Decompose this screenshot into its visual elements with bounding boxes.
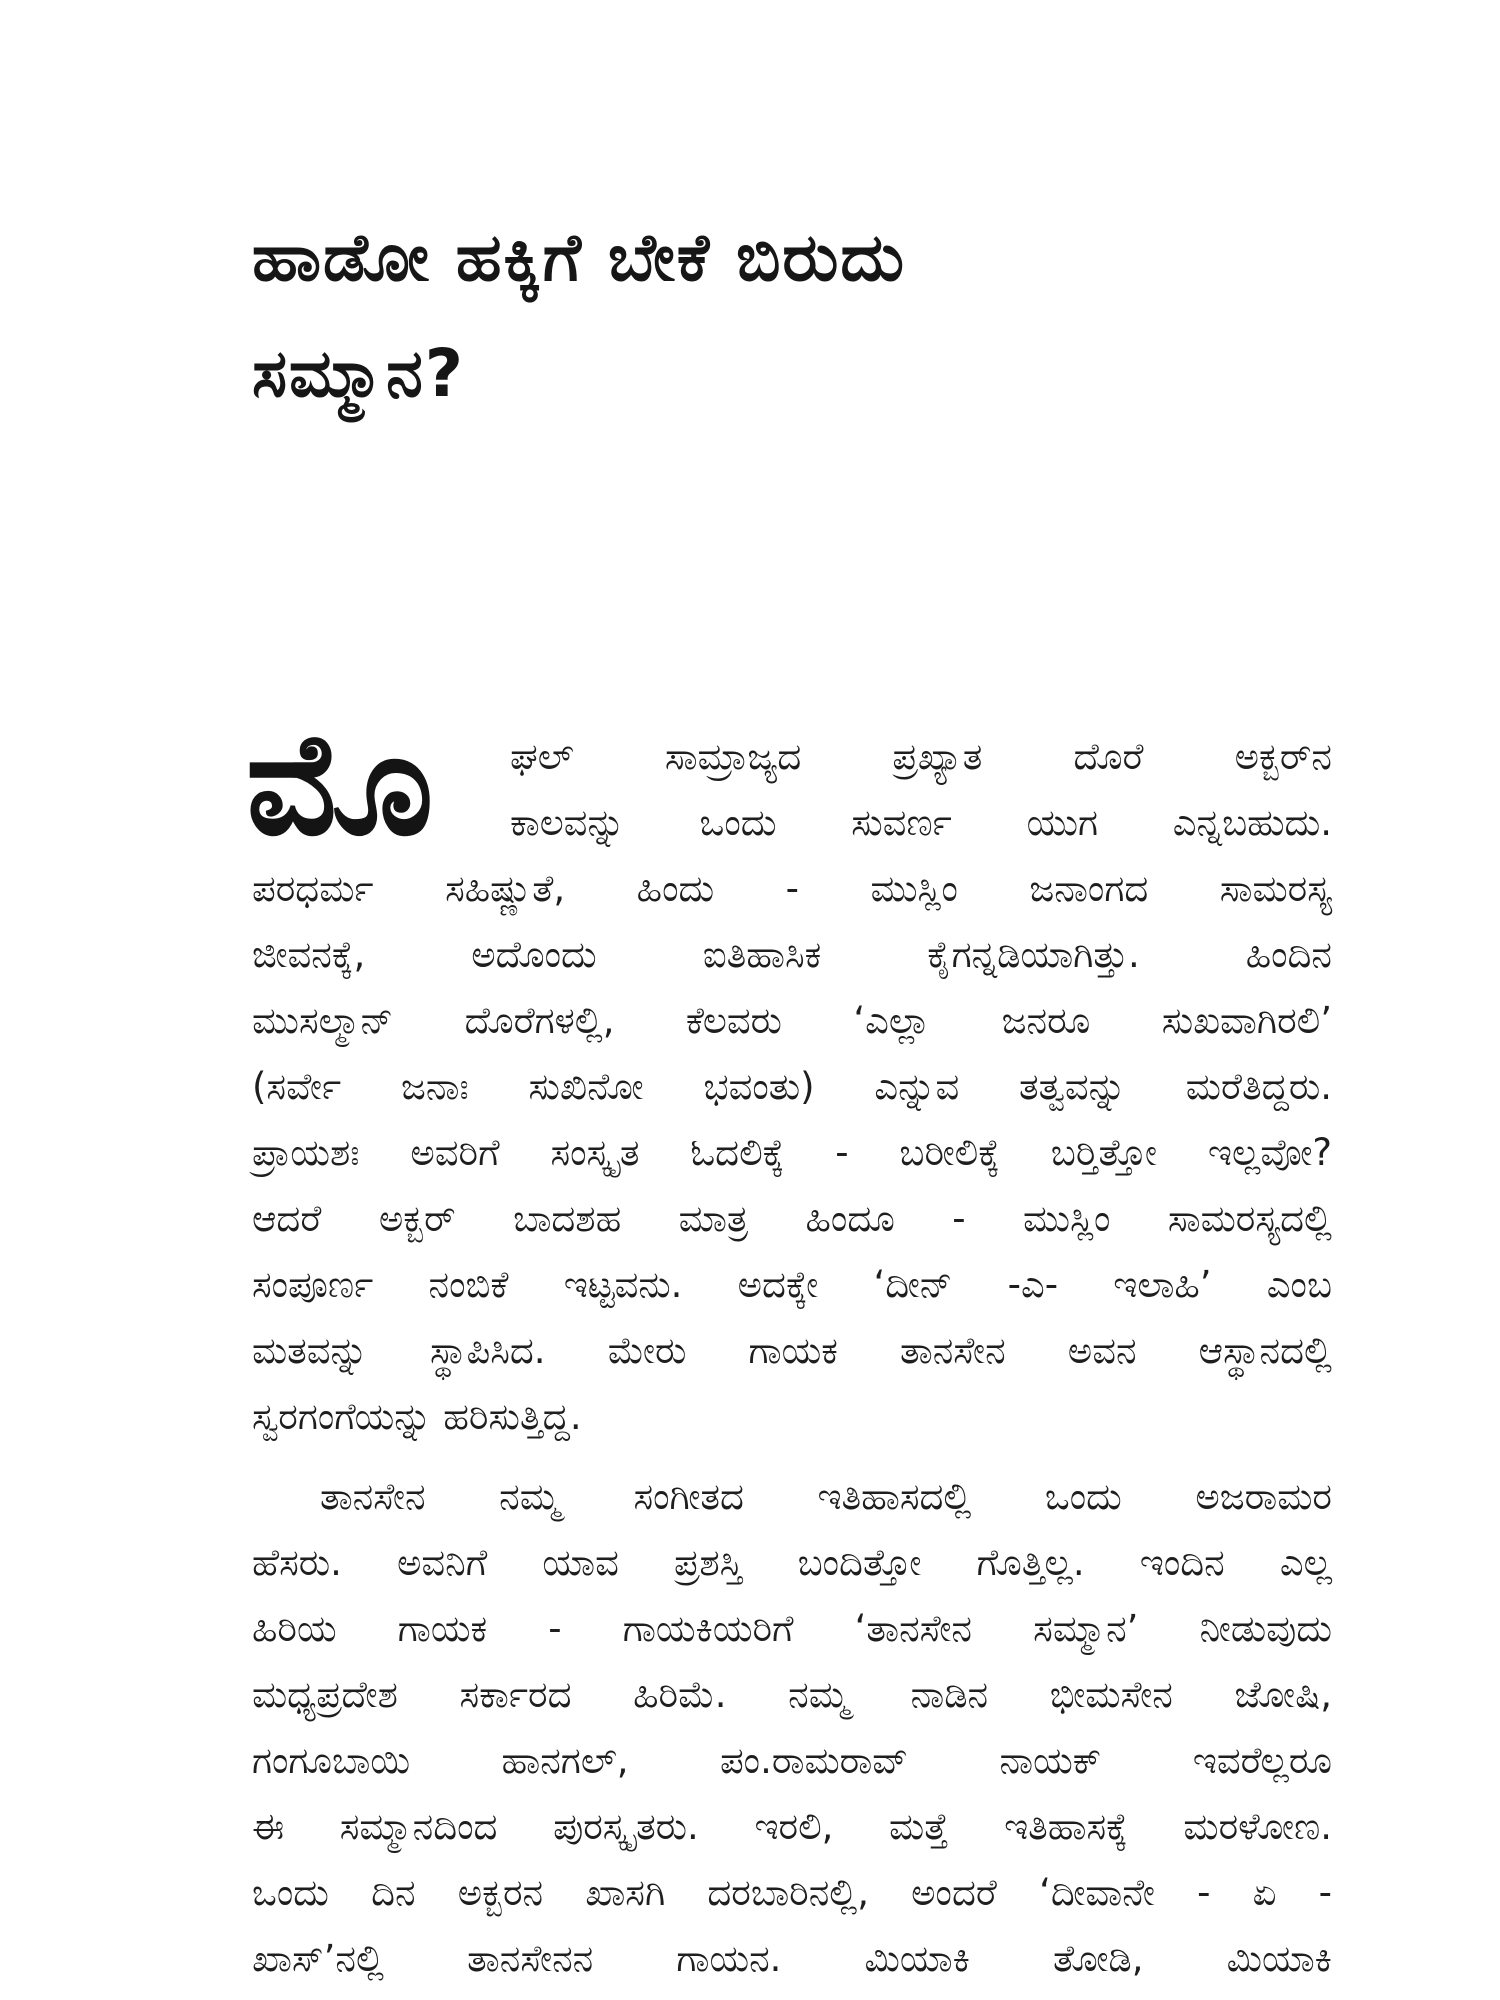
paragraph-line: ಪರಧರ್ಮ ಸಹಿಷ್ಣುತೆ, ಹಿಂದು - ಮುಸ್ಲಿಂ ಜನಾಂಗದ ಸಾಮರಸ್ಯ — [252, 867, 1332, 910]
paragraph-spacing — [252, 1450, 1332, 1464]
chapter-title — [252, 200, 1252, 432]
opening-paragraph-head — [246, 702, 1332, 867]
paragraph-line: ಪ್ರಾಯಶಃ ಅವರಿಗೆ ಸಂಸ್ಕೃತ ಓದಲಿಕ್ಕೆ - ಬರೀಲಿಕ್ಕೆ ಬರ್‍ತಿತ್ತೋ ಇಲ್ಲವೋ? — [252, 1131, 1332, 1174]
paragraph-line: ಆದರೆ ಅಕ್ಬರ್ ಬಾದಶಹ ಮಾತ್ರ ಹಿಂದೂ - ಮುಸ್ಲಿಂ ಸಾಮರಸ್ಯದಲ್ಲಿ — [252, 1197, 1332, 1240]
paragraph-line: ಮಧ್ಯಪ್ರದೇಶ ಸರ್ಕಾರದ ಹಿರಿಮೆ. ನಮ್ಮ ನಾಡಿನ ಭೀಮಸೇನ ಜೋಷಿ, — [252, 1673, 1332, 1716]
drop-cap-adjacent-lines — [510, 724, 1332, 856]
paragraph-1 — [252, 856, 1332, 1450]
paragraph-line: ಗಂಗೂಬಾಯಿ ಹಾನಗಲ್, ಪಂ.ರಾಮರಾವ್ ನಾಯಕ್ ಇವರೆಲ್ಲರೂ — [252, 1739, 1332, 1782]
paragraph-line: ಜೀವನಕ್ಕೆ, ಅದೊಂದು ಐತಿಹಾಸಿಕ ಕೈಗನ್ನಡಿಯಾಗಿತ್ತು. ಹಿಂದಿನ — [252, 933, 1332, 976]
paragraph-line: ಮುಸಲ್ಮಾನ್ ದೊರೆಗಳಲ್ಲಿ, ಕೆಲವರು ‘ಎಲ್ಲಾ ಜನರೂ ಸುಖವಾಗಿರಲಿ’ — [252, 999, 1332, 1042]
paragraph-line: ತಾನಸೇನ ನಮ್ಮ ಸಂಗೀತದ ಇತಿಹಾಸದಲ್ಲಿ ಒಂದು ಅಜರಾಮರ — [320, 1475, 1332, 1518]
paragraph-line: ಒಂದು ದಿನ ಅಕ್ಬರನ ಖಾಸಗಿ ದರಬಾರಿನಲ್ಲಿ, ಅಂದರೆ ‘ದೀವಾನೇ - ಏ - — [252, 1871, 1332, 1914]
drop-cap: ಮೊ — [246, 702, 434, 867]
paragraph-line: ಸಂಪೂರ್ಣ ನಂಬಿಕೆ ಇಟ್ಟವನು. ಅದಕ್ಕೇ ‘ದೀನ್ -ಎ- ಇಲಾಹಿ’ ಎಂಬ — [252, 1263, 1332, 1306]
paragraph-line: ಹೆಸರು. ಅವನಿಗೆ ಯಾವ ಪ್ರಶಸ್ತಿ ಬಂದಿತ್ತೋ ಗೊತ್ತಿಲ್ಲ. ಇಂದಿನ ಎಲ್ಲ — [252, 1541, 1332, 1584]
paragraph-line: ಘಲ್ ಸಾಮ್ರಾಜ್ಯದ ಪ್ರಖ್ಯಾತ ದೊರೆ ಅಕ್ಬರ್‌ನ — [510, 735, 1332, 778]
paragraph-line: ಈ ಸಮ್ಮಾನದಿಂದ ಪುರಸ್ಕೃತರು. ಇರಲಿ, ಮತ್ತೆ ಇತಿಹಾಸಕ್ಕೆ ಮರಳೋಣ. — [252, 1805, 1332, 1848]
article-body — [246, 702, 1332, 1992]
paragraph-line: ಸ್ವರಗಂಗೆಯನ್ನು ಹರಿಸುತ್ತಿದ್ದ. — [252, 1395, 582, 1438]
paragraph-line: ಕಾಲವನ್ನು ಒಂದು ಸುವರ್ಣ ಯುಗ ಎನ್ನಬಹುದು. — [510, 801, 1332, 844]
chapter-title-line-2: ಸಮ್ಮಾನ? — [252, 335, 466, 412]
paragraph-2 — [252, 1464, 1332, 1992]
paragraph-line: ಖಾಸ್’ನಲ್ಲಿ ತಾನಸೇನನ ಗಾಯನ. ಮಿಯಾಕಿ ತೋಡಿ, ಮಿಯಾಕಿ — [252, 1937, 1332, 1980]
paragraph-line: ಮತವನ್ನು ಸ್ಥಾಪಿಸಿದ. ಮೇರು ಗಾಯಕ ತಾನಸೇನ ಅವನ ಆಸ್ಥಾನದಲ್ಲಿ — [252, 1329, 1332, 1372]
paragraph-line: ಹಿರಿಯ ಗಾಯಕ - ಗಾಯಕಿಯರಿಗೆ ‘ತಾನಸೇನ ಸಮ್ಮಾನ’ ನೀಡುವುದು — [252, 1607, 1332, 1650]
paragraph-line: (ಸರ್ವೇ ಜನಾಃ ಸುಖಿನೋ ಭವಂತು) ಎನ್ನುವ ತತ್ವವನ್ನು ಮರೆತಿದ್ದರು. — [252, 1065, 1332, 1108]
chapter-title-line-1: ಹಾಡೋ ಹಕ್ಕಿಗೆ ಬೇಕೆ ಬಿರುದು — [252, 219, 906, 296]
